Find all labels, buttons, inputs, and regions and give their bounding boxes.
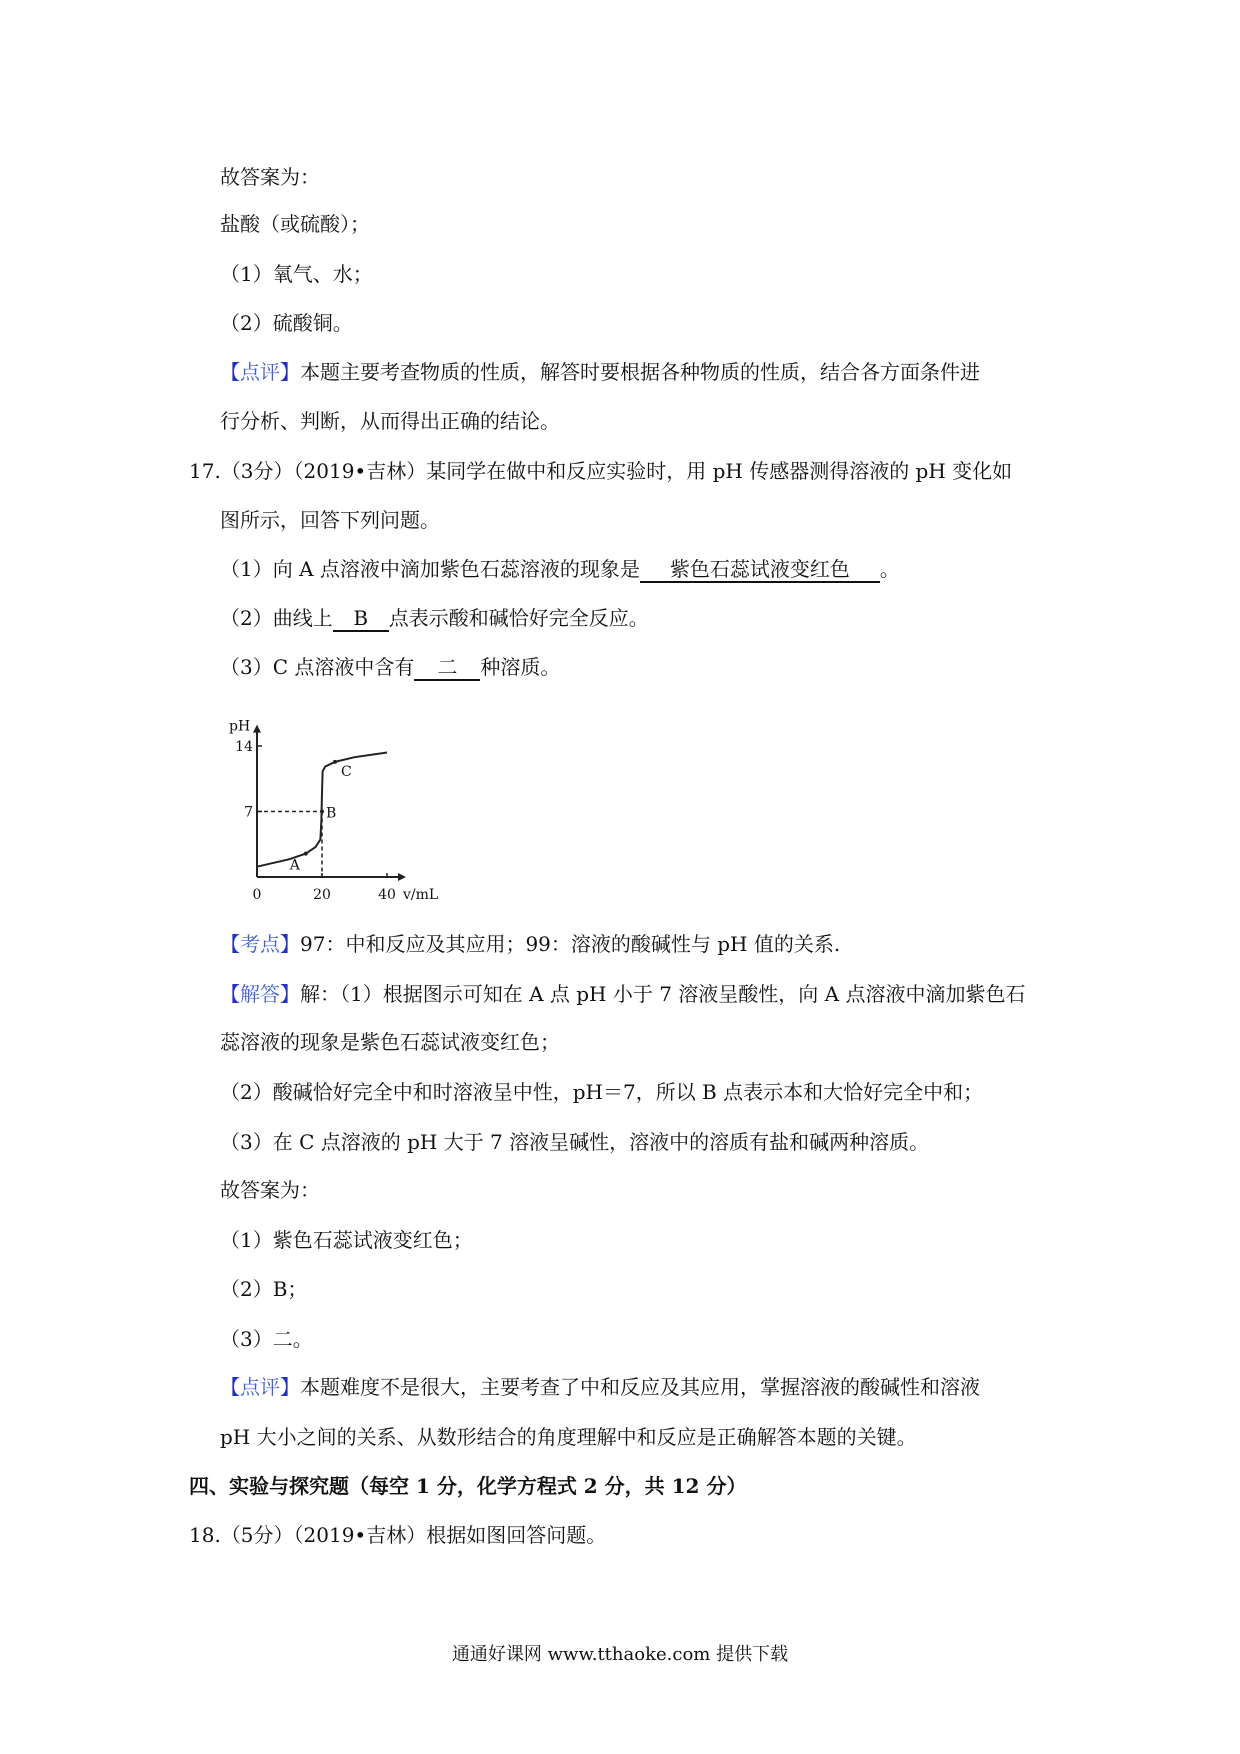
ph-chart [225, 715, 475, 910]
answer-blank: 紫色石蕊试液变红色 [640, 557, 880, 583]
point-label-a: A [289, 857, 300, 874]
answer-line: （1）紫色石蕊试液变红色； [220, 1228, 473, 1252]
comment-block [220, 358, 980, 386]
x-tick-label: 20 [313, 887, 331, 903]
point-a [304, 852, 308, 856]
jieda-text: 蕊溶液的现象是紫色石蕊试液变红色； [220, 1030, 560, 1054]
answer-line: （2）硫酸铜。 [220, 311, 353, 335]
x-axis-label: v/mL [403, 887, 439, 903]
point-c [333, 760, 337, 764]
sub-question-2: （2）曲线上 B 点表示酸和碱恰好完全反应。 [220, 606, 649, 630]
y-tick-label: 7 [244, 804, 253, 821]
answer-intro: 故答案为： [220, 1178, 320, 1202]
sub-question-1: （1）向 A 点溶液中滴加紫色石蕊溶液的现象是 紫色石蕊试液变红色 。 [220, 557, 900, 581]
question-18-stem: 18.（5分）（2019•吉林）根据如图回答问题。 [189, 1523, 607, 1547]
x-tick-label: 0 [252, 887, 262, 903]
question-17-stem: 图所示，回答下列问题。 [220, 508, 440, 532]
answer-blank: 二 [414, 655, 480, 681]
point-label-c: C [341, 763, 352, 780]
y-axis-label: pH [229, 718, 251, 735]
question-17-stem: 17.（3分）（2019•吉林）某同学在做中和反应实验时，用 pH 传感器测得溶液的 pH 变化如 [189, 459, 1013, 483]
dianping-block: 【点评】本题难度不是很大，主要考查了中和反应及其应用，掌握溶液的酸碱性和溶液 [220, 1375, 980, 1399]
answer-line: （1）氧气、水； [220, 262, 373, 286]
x-axis-arrow-icon [398, 873, 406, 881]
x-tick-label: 40 [378, 887, 396, 903]
comment-tag: 【点评】 [220, 360, 300, 384]
answer-intro: 故答案为： [220, 165, 320, 189]
footer-text: 通通好课网 www.tthaoke.com 提供下载 [451, 1644, 789, 1665]
jieda-text: （2）酸碱恰好完全中和时溶液呈中性，pH＝7，所以 B 点表示本和大恰好完全中和； [220, 1080, 984, 1104]
answer-blank: B [333, 606, 389, 632]
sub-question-3: （3）C 点溶液中含有 二 种溶质。 [220, 655, 561, 679]
comment-text: 行分析、判断，从而得出正确的结论。 [220, 409, 560, 433]
answer-line: 盐酸（或硫酸）； [220, 212, 370, 236]
y-tick-label: 14 [235, 738, 253, 755]
point-b [320, 809, 324, 813]
answer-line: （3）二。 [220, 1327, 313, 1351]
dianping-text: pH 大小之间的关系、从数形结合的角度理解中和反应是正确解答本题的关键。 [220, 1425, 917, 1449]
kaodian-block: 【考点】97：中和反应及其应用；99：溶液的酸碱性与 pH 值的关系. [220, 932, 841, 956]
y-axis-arrow-icon [253, 725, 261, 733]
answer-line: （2）B； [220, 1277, 308, 1301]
jieda-text: （3）在 C 点溶液的 pH 大于 7 溶液呈碱性，溶液中的溶质有盐和碱两种溶质。 [220, 1130, 930, 1154]
point-label-b: B [326, 805, 337, 822]
section-title: 四、实验与探究题（每空 1 分，化学方程式 2 分，共 12 分） [189, 1474, 747, 1498]
jieda-block: 【解答】解：（1）根据图示可知在 A 点 pH 小于 7 溶液呈酸性，向 A 点溶液中滴加紫色石 [220, 982, 1026, 1006]
comment-text: 本题主要考查物质的性质，解答时要根据各种物质的性质，结合各方面条件进 [300, 360, 980, 384]
